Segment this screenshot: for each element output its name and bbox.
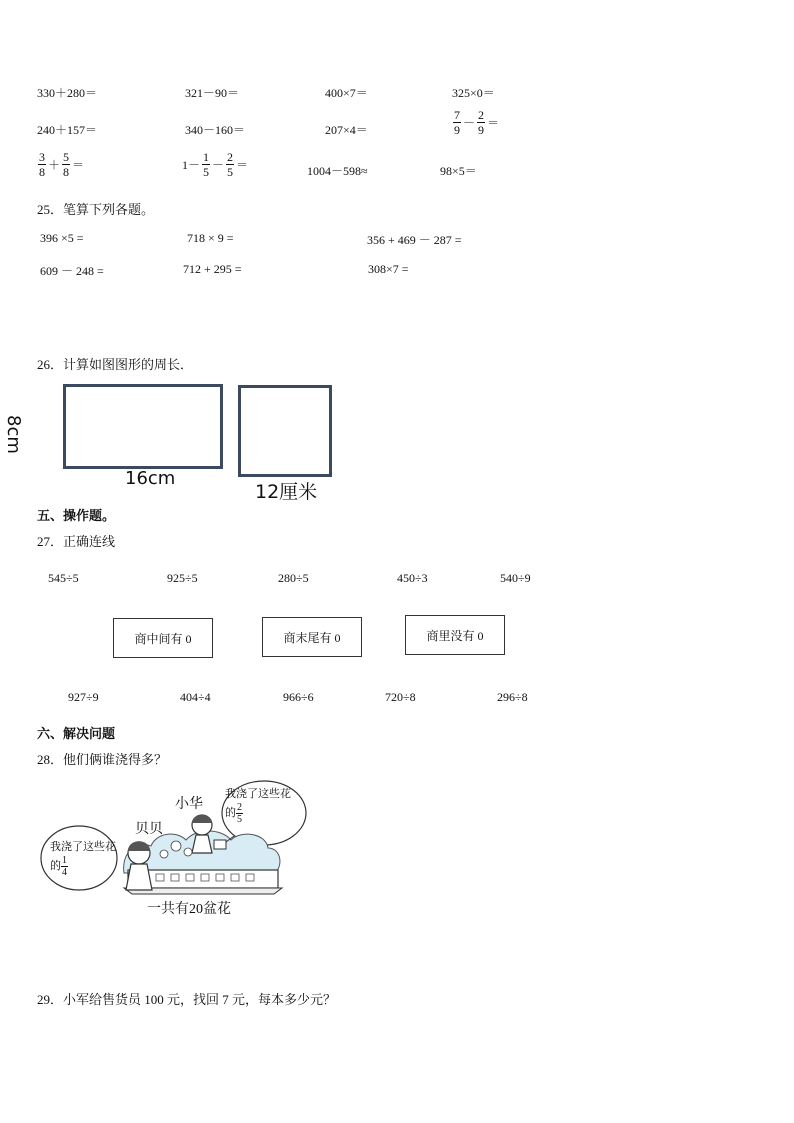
square-figure [238, 385, 332, 477]
rectangle-figure [63, 384, 223, 469]
oral-item: 340－160＝ [185, 123, 246, 137]
oral-fraction-item [182, 150, 248, 179]
quotient-category-box[interactable]: 商里没有 0 [405, 615, 505, 655]
oral-fraction-item [38, 150, 84, 179]
denominator: 9 [454, 123, 460, 137]
denominator: 5 [237, 814, 242, 825]
oral-item: 1004－598≈ [307, 164, 368, 178]
quotient-category-box[interactable]: 商末尾有 0 [262, 617, 362, 657]
denominator: 5 [203, 165, 210, 179]
oral-item: 98×5＝ [440, 164, 477, 178]
speech-text: 我浇了这些花的 [50, 841, 116, 873]
question-title: 29．小军给售货员 100 元，找回 7 元，每本多少元？ [37, 992, 337, 1007]
rectangle-width-label: 16cm [125, 468, 176, 489]
quotient-category-box[interactable]: 商中间有 0 [113, 618, 213, 658]
fraction [226, 150, 234, 179]
fraction [38, 150, 46, 179]
question-title: 28．他们俩谁浇得多？ [37, 752, 168, 767]
numerator: 1 [203, 150, 210, 164]
division-expression: 966÷6 [283, 690, 314, 704]
oral-item: 325×0＝ [452, 86, 495, 100]
oral-item: 240＋157＝ [37, 123, 98, 137]
numerator: 1 [62, 855, 67, 866]
written-calc-item: 712 + 295 = [183, 262, 242, 276]
illustration-caption: 一共有20盆花 [147, 902, 231, 917]
fraction [61, 855, 68, 878]
division-expression: 280÷5 [278, 571, 309, 585]
written-calc-item: 609 － 248 = [40, 264, 104, 278]
operator: － [212, 158, 225, 172]
oral-item: 207×4＝ [325, 123, 368, 137]
question-title: 26．计算如图图形的周长． [37, 357, 194, 372]
division-expression: 404÷4 [180, 690, 211, 704]
denominator: 8 [39, 165, 45, 179]
division-expression: 545÷5 [48, 571, 79, 585]
denominator: 9 [478, 123, 485, 137]
leading-term: 1－ [182, 158, 201, 172]
speech-text-left [50, 840, 118, 878]
operator: － [463, 116, 476, 130]
fraction [236, 802, 243, 825]
numerator: 7 [454, 108, 460, 122]
section-heading: 六、解决问题 [37, 726, 116, 741]
division-expression: 925÷5 [167, 571, 198, 585]
question-title: 25．笔算下列各题。 [37, 202, 155, 217]
square-side-label: 12厘米 [255, 481, 318, 503]
name-label-xiaohua: 小华 [175, 797, 203, 812]
numerator: 2 [227, 150, 234, 164]
numerator: 2 [478, 108, 485, 122]
fraction [202, 150, 210, 179]
written-calc-item: 308×7 = [368, 262, 409, 276]
division-expression: 720÷8 [385, 690, 416, 704]
denominator: 5 [227, 165, 234, 179]
question-title: 27．正确连线 [37, 534, 116, 549]
fraction [477, 108, 485, 137]
division-expression: 540÷9 [500, 571, 531, 585]
written-calc-item: 396 ×5 = [40, 231, 84, 245]
oral-item: 321－90＝ [185, 86, 240, 100]
oral-item: 400×7＝ [325, 86, 368, 100]
fraction [453, 108, 461, 137]
division-expression: 927÷9 [68, 690, 99, 704]
written-calc-item: 356 + 469 － 287 = [367, 233, 462, 247]
division-expression: 296÷8 [497, 690, 528, 704]
numerator: 3 [39, 150, 45, 164]
numerator: 5 [63, 150, 70, 164]
oral-item: 330＋280＝ [37, 86, 98, 100]
oral-fraction-item [453, 108, 499, 137]
denominator: 4 [62, 867, 67, 878]
fraction [62, 150, 70, 179]
speech-text: 我浇了这些花的 [225, 788, 291, 820]
numerator: 2 [237, 802, 242, 813]
equals: ＝ [236, 158, 249, 172]
division-expression: 450÷3 [397, 571, 428, 585]
written-calc-item: 718 × 9 = [187, 231, 234, 245]
rectangle-height-label: 8cm [3, 415, 24, 454]
equals: ＝ [72, 158, 85, 172]
name-label-beibei: 贝贝 [135, 822, 163, 837]
operator: ＋ [48, 158, 61, 172]
section-heading: 五、操作题。 [37, 508, 116, 523]
speech-text-right [225, 787, 295, 825]
denominator: 8 [63, 165, 70, 179]
equals: ＝ [487, 116, 500, 130]
